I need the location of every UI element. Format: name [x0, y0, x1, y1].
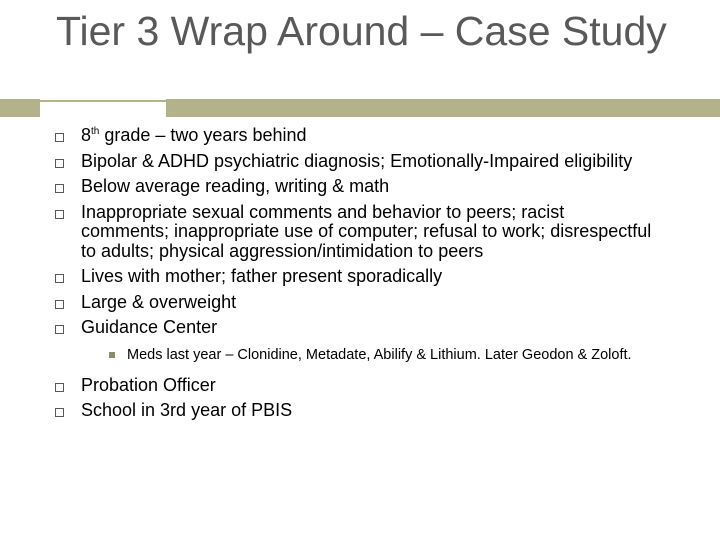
- hollow-square-icon: [55, 210, 64, 219]
- hollow-square-icon: [55, 133, 64, 142]
- grade-ordinal-suffix: th: [91, 126, 100, 137]
- title-underline: [40, 100, 166, 102]
- bullet-text: [81, 125, 307, 145]
- sub-bullet-text: Meds last year – Clonidine, Metadate, Abilify & Lithium. Later Geodon & Zoloft.: [127, 346, 632, 363]
- title-accent-bar-right: [166, 99, 720, 117]
- title-accent-bar-left: [0, 99, 40, 117]
- slide-title: Tier 3 Wrap Around – Case Study: [56, 8, 667, 54]
- bullet-text: Below average reading, writing & math: [81, 176, 390, 196]
- bullet-text: Guidance Center: [81, 317, 218, 337]
- sub-bullet-item: [126, 348, 657, 362]
- grade-number: 8: [81, 125, 92, 145]
- hollow-square-icon: [55, 383, 64, 392]
- bullet-text: Bipolar & ADHD psychiatric diagnosis; Emotionally-Impaired eligibility: [81, 150, 633, 171]
- bullet-item: [54, 177, 654, 197]
- bullet-item: [54, 318, 654, 338]
- bullet-item: [54, 376, 654, 396]
- hollow-square-icon: [55, 274, 64, 283]
- hollow-square-icon: [55, 184, 64, 193]
- bullet-item: [54, 267, 654, 287]
- bullet-item: [54, 293, 654, 313]
- bullet-text: Large & overweight: [81, 291, 237, 312]
- hollow-square-icon: [55, 159, 64, 168]
- bullet-list: [54, 126, 654, 427]
- bullet-text: School in 3rd year of PBIS: [81, 400, 293, 420]
- bullet-item: [54, 126, 654, 146]
- filled-square-icon: [109, 352, 115, 358]
- hollow-square-icon: [55, 408, 64, 417]
- bullet-text: Inappropriate sexual comments and behavior to peers; racist comments; inappropriate use of computer; refusal to work; disrespectful to adults; physical aggression/intimidation to peers: [81, 201, 652, 261]
- bullet-item: [54, 203, 654, 262]
- bullet-item: [54, 401, 654, 421]
- grade-description: grade – two years behind: [99, 125, 307, 145]
- bullet-item: [54, 152, 654, 172]
- hollow-square-icon: [55, 325, 64, 334]
- hollow-square-icon: [55, 300, 64, 309]
- bullet-text: Lives with mother; father present sporadically: [81, 266, 443, 286]
- bullet-text: Probation Officer: [81, 374, 216, 395]
